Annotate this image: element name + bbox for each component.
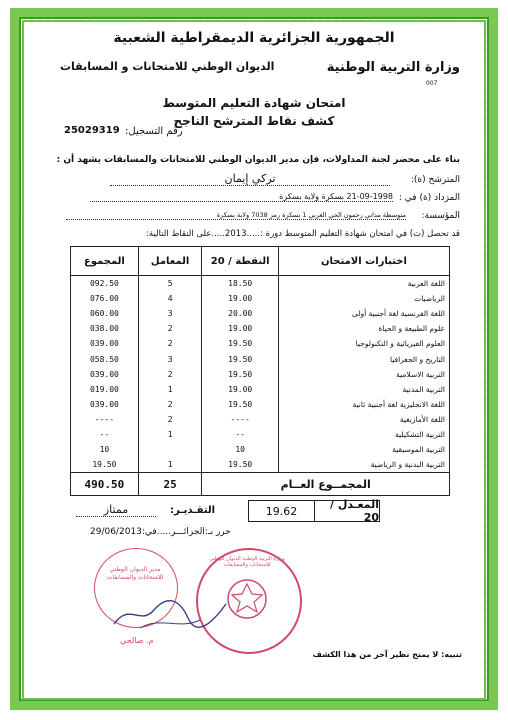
total-cell: 19.50 [71,457,139,473]
candidate-school-label: المؤسسة: [421,211,460,221]
coef-cell: 1 [138,457,202,473]
coef-sum: 25 [138,473,202,496]
grade-cell: 19.00 [202,321,279,336]
coef-cell: 2 [138,367,202,382]
subject-cell: اللغة الأمازيغية [278,412,449,427]
subject-cell: التاريخ و الجغرافيا [278,351,449,366]
average-value: 19.62 [248,500,315,522]
emblem-icon [224,576,270,622]
coef-cell: 1 [138,382,202,397]
header-subject: اختبارات الامتحان [278,247,449,276]
subject-cell: اللغة الانجليزية لغة أجنبية ثانية [278,397,449,412]
subject-cell: التربية المدنية [278,382,449,397]
subject-cell: اللغة الفرنسية لغة أجنبية أولى [278,306,449,321]
coef-cell: 1 [138,427,202,442]
subject-cell: التربية البدنية و الرياضية [278,457,449,473]
table-row [71,276,450,292]
table-row [71,321,450,336]
table-row [71,306,450,321]
table-row [71,336,450,351]
table-row [71,412,450,427]
total-cell: -- [71,427,139,442]
table-row [71,457,450,473]
exam-subtitle: كشف نقاط المترشح الناجح [173,114,335,128]
grade-cell: 19.00 [202,382,279,397]
grade-label: التقـديـر: [170,505,216,516]
total-cell: 019.00 [71,382,139,397]
total-cell: 038.00 [71,321,139,336]
header-grade: النقطة / 20 [202,247,279,276]
republic-heading: الجمهورية الجزائرية الديمقراطية الشعبية [113,30,395,46]
candidate-name-label: المترشح (ة): [410,175,460,185]
total-cell: 039.00 [71,336,139,351]
total-cell: 039.00 [71,367,139,382]
table-row [71,442,450,457]
office-name: الديوان الوطني للامتحانات و المسابقات [60,60,275,73]
subject-cell: اللغة العربية [278,276,449,292]
subject-cell: التربية الموسيقية [278,442,449,457]
subject-cell: التربية الاسلامية [278,367,449,382]
grades-header-row [71,247,450,276]
coef-cell: 3 [138,351,202,366]
subject-cell: الرياضيات [278,291,449,306]
grades-table [70,246,450,496]
grade-value: ممتاز [76,503,156,517]
grade-cell: 20.00 [202,306,279,321]
grade-cell: -- [202,427,279,442]
candidate-birth: 21-09-1998 بسكرة ولاية بسكرة [90,192,393,202]
grade-cell: 19.50 [202,367,279,382]
registration-number: 25029319 [64,125,120,136]
header-coef: المعامل [138,247,202,276]
coef-cell [138,442,202,457]
coef-cell: 4 [138,291,202,306]
candidate-birth-label: المزداد (ة) في : [398,193,460,203]
candidate-name: تركي إيمان [110,172,390,186]
subject-cell: علوم الطبيعة و الحياة [278,321,449,336]
grade-cell: 19.50 [202,351,279,366]
grade-cell: ---- [202,412,279,427]
place-date: حرر بـ:الجزائـــر.....في:29/06/2013 [90,527,231,537]
total-cell: 060.00 [71,306,139,321]
header-total: المجموع [71,247,139,276]
subject-cell: العلوم الفيزيائية و التكنولوجيا [278,336,449,351]
coef-cell: 2 [138,397,202,412]
table-row [71,427,450,442]
grade-cell: 18.50 [202,276,279,292]
total-cell: ---- [71,412,139,427]
total-cell: 092.50 [71,276,139,292]
ministry-name: وزارة التربية الوطنية [326,60,460,75]
grand-total-value: 490.50 [71,473,139,496]
table-row [71,351,450,366]
total-cell: 039.00 [71,397,139,412]
table-row [71,367,450,382]
coef-cell: 2 [138,412,202,427]
coef-cell: 2 [138,321,202,336]
coef-cell: 3 [138,306,202,321]
signatory-name: م. صالحي [120,636,154,645]
table-row [71,291,450,306]
seal-office-text: وزارة التربية الوطنية الديوان الوطني للامتحانات والمسابقات [209,556,285,568]
coef-cell: 5 [138,276,202,292]
total-cell: 058.50 [71,351,139,366]
intro-text: بناء على محضر لجنة المداولات، فإن مدير الديوان الوطني للامتحانات والمسابقات يشهد أن : [56,155,460,165]
grand-total-label: المجمــوع العــام [202,473,450,496]
handwritten-signature [110,596,230,632]
registration-label: رقم التسجيل: [125,126,183,137]
seal-director-text: مدير الديوان الوطني للامتحانات والمسابقات [106,566,164,581]
total-cell: 076.00 [71,291,139,306]
grade-cell: 19.50 [202,336,279,351]
average-label: المعـدل / 20 [314,500,380,522]
grade-cell: 10 [202,442,279,457]
exam-title: امتحان شهادة التعليم المتوسط [162,96,346,110]
total-cell: 10 [71,442,139,457]
grade-cell: 19.50 [202,457,279,473]
table-row [71,397,450,412]
candidate-school: متوسطة مداني رحمون الحي الغربي 1 بسكرة رمز 7038 ولاية بسكرة [66,211,406,220]
doc-code: 007 [426,80,438,87]
subject-cell: التربية التشكيلية [278,427,449,442]
grand-total-row [71,473,450,496]
grade-cell: 19.50 [202,397,279,412]
coef-cell: 2 [138,336,202,351]
result-line: قد تحصل (ت) في امتحان شهادة التعليم المتوسط دورة :.....2013.....على النقاط التالية: [146,229,460,239]
grade-cell: 19.00 [202,291,279,306]
table-row [71,382,450,397]
footer-note: تنبيه: لا يمنح نظير آخر من هذا الكشف [312,650,462,659]
